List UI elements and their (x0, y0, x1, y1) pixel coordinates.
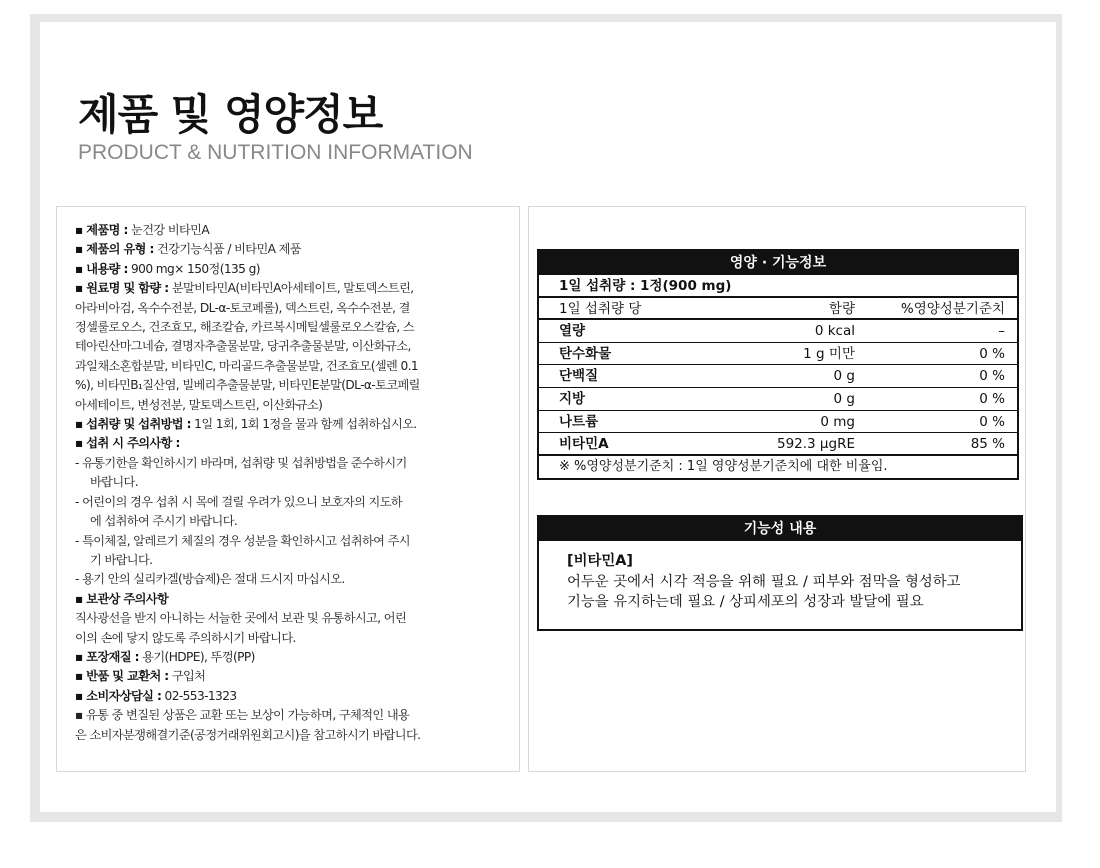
function-subtitle: [비타민A] (567, 553, 633, 569)
info-caution-line: 기 바랍니다. (90, 552, 153, 567)
function-body (539, 541, 1021, 613)
info-caution-line: 에 섭취하여 주시기 바랍니다. (90, 514, 238, 529)
product-info-panel (56, 206, 520, 772)
info-packaging: ▪ 포장재질 : 용기(HDPE), 뚜껑(PP) (75, 649, 255, 664)
info-notice-line: ▪ 유통 중 변질된 상품은 교환 또는 보상이 가능하며, 구체적인 내용 (75, 708, 410, 723)
info-volume: ▪ 내용량 : 900 mg× 150정(135 g) (75, 261, 260, 276)
info-caution-line: 바랍니다. (90, 475, 138, 490)
info-ingredients: ▪ 원료명 및 함량 : 분말비타민A(비타민A아세테이트, 말토덱스트린, (75, 281, 414, 296)
function-line: 어두운 곳에서 시각 적응을 위해 필요 / 피부와 점막을 형성하고 (567, 573, 961, 590)
info-product-type: ▪ 제품의 유형 : 건강기능식품 / 비타민A 제품 (75, 242, 301, 257)
col-header-per-serving: 1일 섭취량 당 (559, 300, 642, 317)
nutrition-row: 탄수화물 1 g 미만 0 % (539, 343, 1017, 366)
nutrition-row: 나트륨 0 mg 0 % (539, 411, 1017, 434)
product-info-list (75, 221, 501, 745)
info-product-name: ▪ 제품명 : 눈건강 비타민A (75, 223, 210, 237)
info-ingredients-line: 아라비아검, 옥수수전분, DL-α-토코페롤), 덱스트린, 옥수수전분, 결 (75, 300, 410, 315)
info-notice-line: 은 소비자분쟁해결기준(공정거래위원회고시)을 참고하시기 바랍니다. (75, 727, 421, 742)
info-storage-line: 직사광선을 받지 아니하는 서늘한 곳에서 보관 및 유통하시고, 어린 (75, 611, 407, 626)
info-caution-label: ▪ 섭취 시 주의사항 : (75, 436, 180, 451)
info-ingredients-line: 아세테이트, 변성전분, 말토덱스트린, 이산화규소) (75, 397, 323, 412)
function-table-title: 기능성 내용 (539, 517, 1021, 541)
info-caution-line: - 용기 안의 실리카겔(방습제)은 절대 드시지 마십시오. (75, 572, 345, 587)
info-caution-line: - 유통기한을 확인하시기 바라며, 섭취량 및 섭취방법을 준수하시기 (75, 455, 407, 470)
nutrition-note: ※ %영양성분기준치 : 1일 영양성분기준치에 대한 비율임. (559, 458, 888, 474)
page-title: 제품 및 영양정보 (78, 90, 383, 139)
nutrition-row: 열량 0 kcal – (539, 320, 1017, 343)
nutrition-row: 비타민A 592.3 μgRE 85 % (539, 433, 1017, 456)
info-ingredients-line: 정셀룰로오스, 건조효모, 해조칼슘, 카르복시메틸셀룰로오스칼슘, 스 (75, 320, 415, 335)
page-subtitle: PRODUCT & NUTRITION INFORMATION (78, 141, 473, 164)
nutrition-table (537, 249, 1019, 480)
info-usage: ▪ 섭취량 및 섭취방법 : 1일 1회, 1회 1정을 물과 함께 섭취하십시오. (75, 417, 417, 432)
info-ingredients-line: 과일채소혼합분말, 비타민C, 마리골드추출물분말, 건조효모(셀렌 0.1 (75, 358, 419, 373)
info-caution-line: - 어린이의 경우 섭취 시 목에 걸릴 우려가 있으니 보호자의 지도하 (75, 494, 403, 509)
function-table (537, 515, 1023, 631)
nutrition-serving: 1일 섭취량 : 1정(900 mg) (539, 275, 1017, 298)
function-line: 기능을 유지하는데 필요 / 상피세포의 성장과 발달에 필요 (567, 594, 924, 610)
col-header-amount: 함량 (828, 300, 855, 317)
info-storage-line: 이의 손에 닿지 않도록 주의하시기 바랍니다. (75, 630, 296, 645)
info-ingredients-line: 테아린산마그네슘, 결명자추출물분말, 당귀추출물분말, 이산화규소, (75, 339, 411, 354)
nutrition-row: 지방 0 g 0 % (539, 388, 1017, 411)
nutrition-row: 단백질 0 g 0 % (539, 365, 1017, 388)
col-header-percent: %영양성분기준치 (900, 300, 1005, 317)
info-return: ▪ 반품 및 교환처 : 구입처 (75, 669, 206, 684)
info-ingredients-line: %), 비타민B₁질산염, 빌베리추출물분말, 비타민E분말(DL-α-토코페릴 (75, 378, 420, 393)
nutrition-header-row (539, 298, 1017, 321)
nutrition-table-title: 영양 · 기능정보 (539, 251, 1017, 275)
info-storage-label: ▪ 보관상 주의사항 (75, 591, 169, 606)
info-caution-line: - 특이체질, 알레르기 체질의 경우 성분을 확인하시고 섭취하여 주시 (75, 533, 410, 548)
nutrition-panel (528, 206, 1026, 772)
info-consumer: ▪ 소비자상담실 : 02-553-1323 (75, 688, 237, 703)
